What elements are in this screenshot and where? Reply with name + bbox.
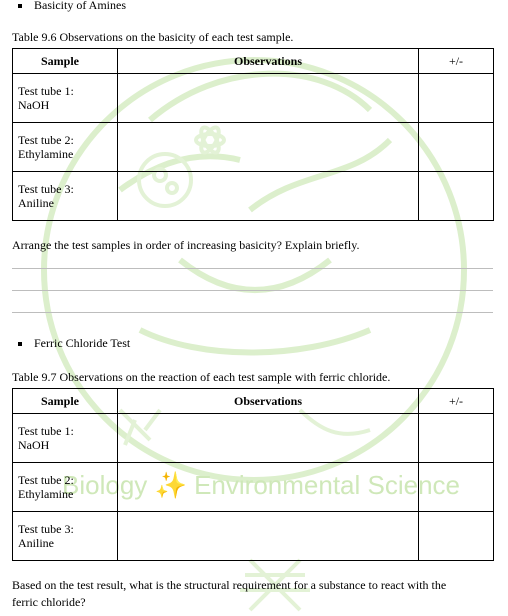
sample-name: Aniline [18, 536, 54, 550]
basicity-table [12, 48, 494, 221]
observation-cell[interactable] [118, 74, 419, 123]
observation-cell[interactable] [118, 414, 419, 463]
section-heading-basicity: Basicity of Amines [34, 0, 126, 12]
answer-line[interactable] [12, 290, 493, 291]
sign-cell[interactable] [419, 123, 494, 172]
sample-name: Ethylamine [18, 487, 74, 501]
sample-label: Test tube 1: [18, 84, 74, 98]
table-caption-9-7: Table 9.7 Observations on the reaction of each test sample with ferric chloride. [12, 370, 391, 384]
section-heading-ferric-chloride: Ferric Chloride Test [34, 336, 131, 350]
table-header-row [13, 49, 494, 74]
sample-name: Aniline [18, 196, 54, 210]
table-row [13, 414, 494, 463]
column-header-sample: Sample [13, 389, 118, 414]
column-header-sample: Sample [13, 49, 118, 74]
sign-cell[interactable] [419, 414, 494, 463]
sign-cell[interactable] [419, 74, 494, 123]
sample-cell [13, 414, 118, 463]
sample-cell [13, 172, 118, 221]
column-header-sign: +/- [419, 49, 494, 74]
sample-name: Ethylamine [18, 147, 74, 161]
ferric-chloride-question-line-1: Based on the test result, what is the structural requirement for a substance to react with the [12, 578, 447, 592]
sign-cell[interactable] [419, 463, 494, 512]
table-header-row [13, 389, 494, 414]
table-row [13, 512, 494, 561]
ferric-chloride-question-line-2: ferric chloride? [12, 595, 86, 609]
observation-cell[interactable] [118, 172, 419, 221]
table-caption-9-6: Table 9.6 Observations on the basicity of each test sample. [12, 30, 294, 44]
table-row [13, 463, 494, 512]
sample-label: Test tube 2: [18, 133, 74, 147]
sign-cell[interactable] [419, 512, 494, 561]
answer-line[interactable] [12, 312, 493, 313]
sample-label: Test tube 1: [18, 424, 74, 438]
table-row [13, 172, 494, 221]
sample-label: Test tube 3: [18, 522, 74, 536]
bullet-icon [18, 342, 22, 346]
sample-cell [13, 74, 118, 123]
sign-cell[interactable] [419, 172, 494, 221]
basicity-question: Arrange the test samples in order of increasing basicity? Explain briefly. [12, 238, 360, 252]
column-header-sign: +/- [419, 389, 494, 414]
table-row [13, 74, 494, 123]
observation-cell[interactable] [118, 123, 419, 172]
sample-cell [13, 123, 118, 172]
sample-cell [13, 512, 118, 561]
sample-label: Test tube 2: [18, 473, 74, 487]
watermark-text: Biology ✨ Environmental Science [62, 470, 461, 500]
column-header-observations: Observations [118, 389, 419, 414]
table-row [13, 123, 494, 172]
observation-cell[interactable] [118, 512, 419, 561]
bullet-icon [18, 4, 22, 8]
sample-label: Test tube 3: [18, 182, 74, 196]
answer-line[interactable] [12, 268, 493, 269]
ferric-chloride-table [12, 388, 494, 561]
sample-name: NaOH [18, 438, 50, 452]
observation-cell[interactable] [118, 463, 419, 512]
sample-cell [13, 463, 118, 512]
column-header-observations: Observations [118, 49, 419, 74]
sample-name: NaOH [18, 98, 50, 112]
